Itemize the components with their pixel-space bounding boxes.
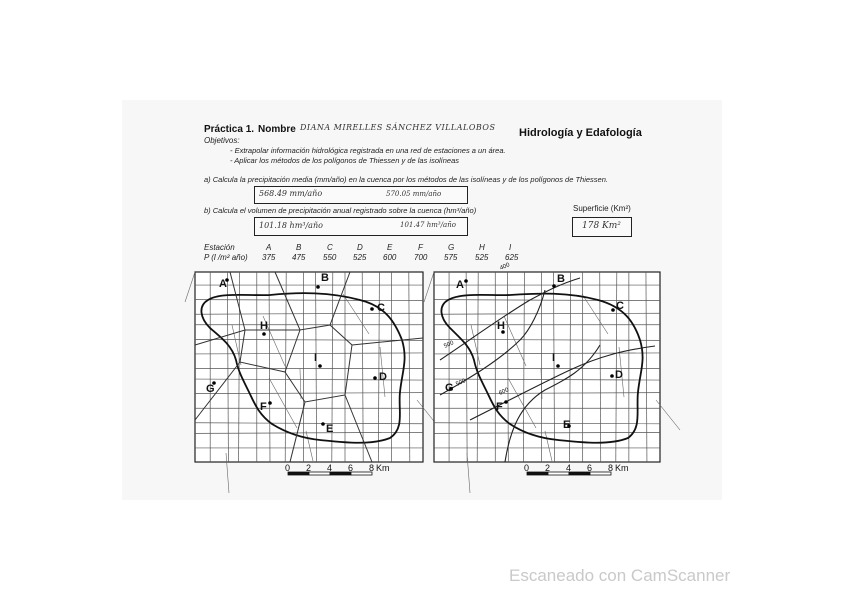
station-label-b: B xyxy=(321,272,329,284)
scale-tick: 6 xyxy=(587,463,593,473)
station-label-h: H xyxy=(260,320,268,332)
station-precip-value: 525 xyxy=(353,253,367,262)
station-point xyxy=(611,308,615,312)
station-label-g: G xyxy=(445,382,454,394)
station-point xyxy=(610,374,614,378)
scale-unit: Km xyxy=(376,463,390,473)
station-label-a: A xyxy=(456,279,464,291)
station-label: Estación xyxy=(204,243,235,252)
question-b: b) Calcula el volumen de precipitación anual registrado sobre la cuenca (hm³/año) xyxy=(204,206,477,215)
scale-tick: 2 xyxy=(545,463,551,473)
station-label-b: B xyxy=(557,273,565,285)
station-label-c: C xyxy=(377,302,385,314)
station-label-i: I xyxy=(552,352,556,364)
objective-item-1: - Extrapolar información hidrológica registrada en una red de estaciones a un área. xyxy=(230,146,506,155)
scale-tick: 6 xyxy=(348,463,354,473)
course-title: Hidrología y Edafología xyxy=(519,127,642,139)
station-point xyxy=(464,279,468,283)
station-precip-value: 550 xyxy=(323,253,337,262)
scale-tick: 4 xyxy=(327,463,333,473)
station-point xyxy=(316,285,320,289)
scale-tick: 4 xyxy=(566,463,572,473)
station-label-i: I xyxy=(314,352,318,364)
station-label-g: G xyxy=(206,383,215,395)
answer-a-isolines: 568.49 mm/año xyxy=(259,189,323,198)
station-precip-value: 625 xyxy=(505,253,519,262)
answer-b-thiessen: 101.47 hm³/año xyxy=(400,221,456,229)
objectives-title: Objetivos: xyxy=(204,136,240,145)
station-label-a: A xyxy=(219,278,227,290)
objective-item-2: - Aplicar los métodos de los polígonos de Thiessen y de las isolíneas xyxy=(230,156,460,165)
station-precip-value: 475 xyxy=(292,253,306,262)
station-label-e: E xyxy=(563,419,571,431)
station-point xyxy=(321,422,325,426)
scale-tick: 8 xyxy=(369,463,375,473)
scale-tick: 8 xyxy=(608,463,614,473)
scale-tick: 0 xyxy=(524,463,530,473)
station-code: E xyxy=(387,243,393,252)
isoline-label: 500 xyxy=(443,340,455,350)
station-label-c: C xyxy=(616,300,624,312)
station-precip-value: 600 xyxy=(383,253,397,262)
practice-title: Práctica 1. xyxy=(204,124,255,135)
grid-line xyxy=(185,272,195,302)
station-point xyxy=(318,364,322,368)
isoline-label: 400 xyxy=(499,262,511,272)
station-point xyxy=(268,401,272,405)
question-a: a) Calcula la precipitación media (mm/año) en la cuenca por los métodos de las isolíneas y de los polígonos de Thiessen. xyxy=(204,175,608,184)
station-precip-value: 700 xyxy=(414,253,428,262)
station-code: B xyxy=(296,243,302,252)
surface-value: 178 Km² xyxy=(582,221,621,231)
station-label-d: D xyxy=(379,371,387,383)
station-precip-value: 375 xyxy=(262,253,276,262)
station-code: A xyxy=(266,243,272,252)
station-code: I xyxy=(509,243,512,252)
station-code: D xyxy=(357,243,363,252)
station-point xyxy=(370,307,374,311)
answer-b-isolines: 101.18 hm³/año xyxy=(259,221,323,230)
scale-tick: 0 xyxy=(285,463,291,473)
grid-line xyxy=(424,272,434,302)
scale-tick: 2 xyxy=(306,463,312,473)
station-code: G xyxy=(448,243,455,252)
station-point xyxy=(262,332,266,336)
answer-a-thiessen: 570.05 mm/año xyxy=(386,190,442,198)
surface-label: Superficie (Km²) xyxy=(573,204,631,213)
station-code: F xyxy=(418,243,423,252)
camscanner-watermark: Escaneado con CamScanner xyxy=(509,566,731,585)
station-point xyxy=(373,376,377,380)
station-code: H xyxy=(479,243,485,252)
station-point xyxy=(504,400,508,404)
station-label-h: H xyxy=(497,320,505,332)
station-precip-value: 575 xyxy=(444,253,458,262)
isoline-label: 500 xyxy=(455,378,467,388)
station-label-d: D xyxy=(615,369,623,381)
station-label-f: F xyxy=(496,401,503,413)
precip-label: P (l /m² año) xyxy=(204,253,248,262)
station-precip-value: 525 xyxy=(475,253,489,262)
station-code: C xyxy=(327,243,333,252)
station-point xyxy=(556,364,560,368)
name-label: Nombre xyxy=(258,124,296,135)
station-label-f: F xyxy=(260,401,267,413)
isoline-label: 600 xyxy=(498,387,510,397)
student-name: DIANA MIRELLES SÁNCHEZ VILLALOBOS xyxy=(300,123,496,132)
station-point xyxy=(552,284,556,288)
station-label-e: E xyxy=(326,423,334,435)
scale-unit: Km xyxy=(615,463,629,473)
